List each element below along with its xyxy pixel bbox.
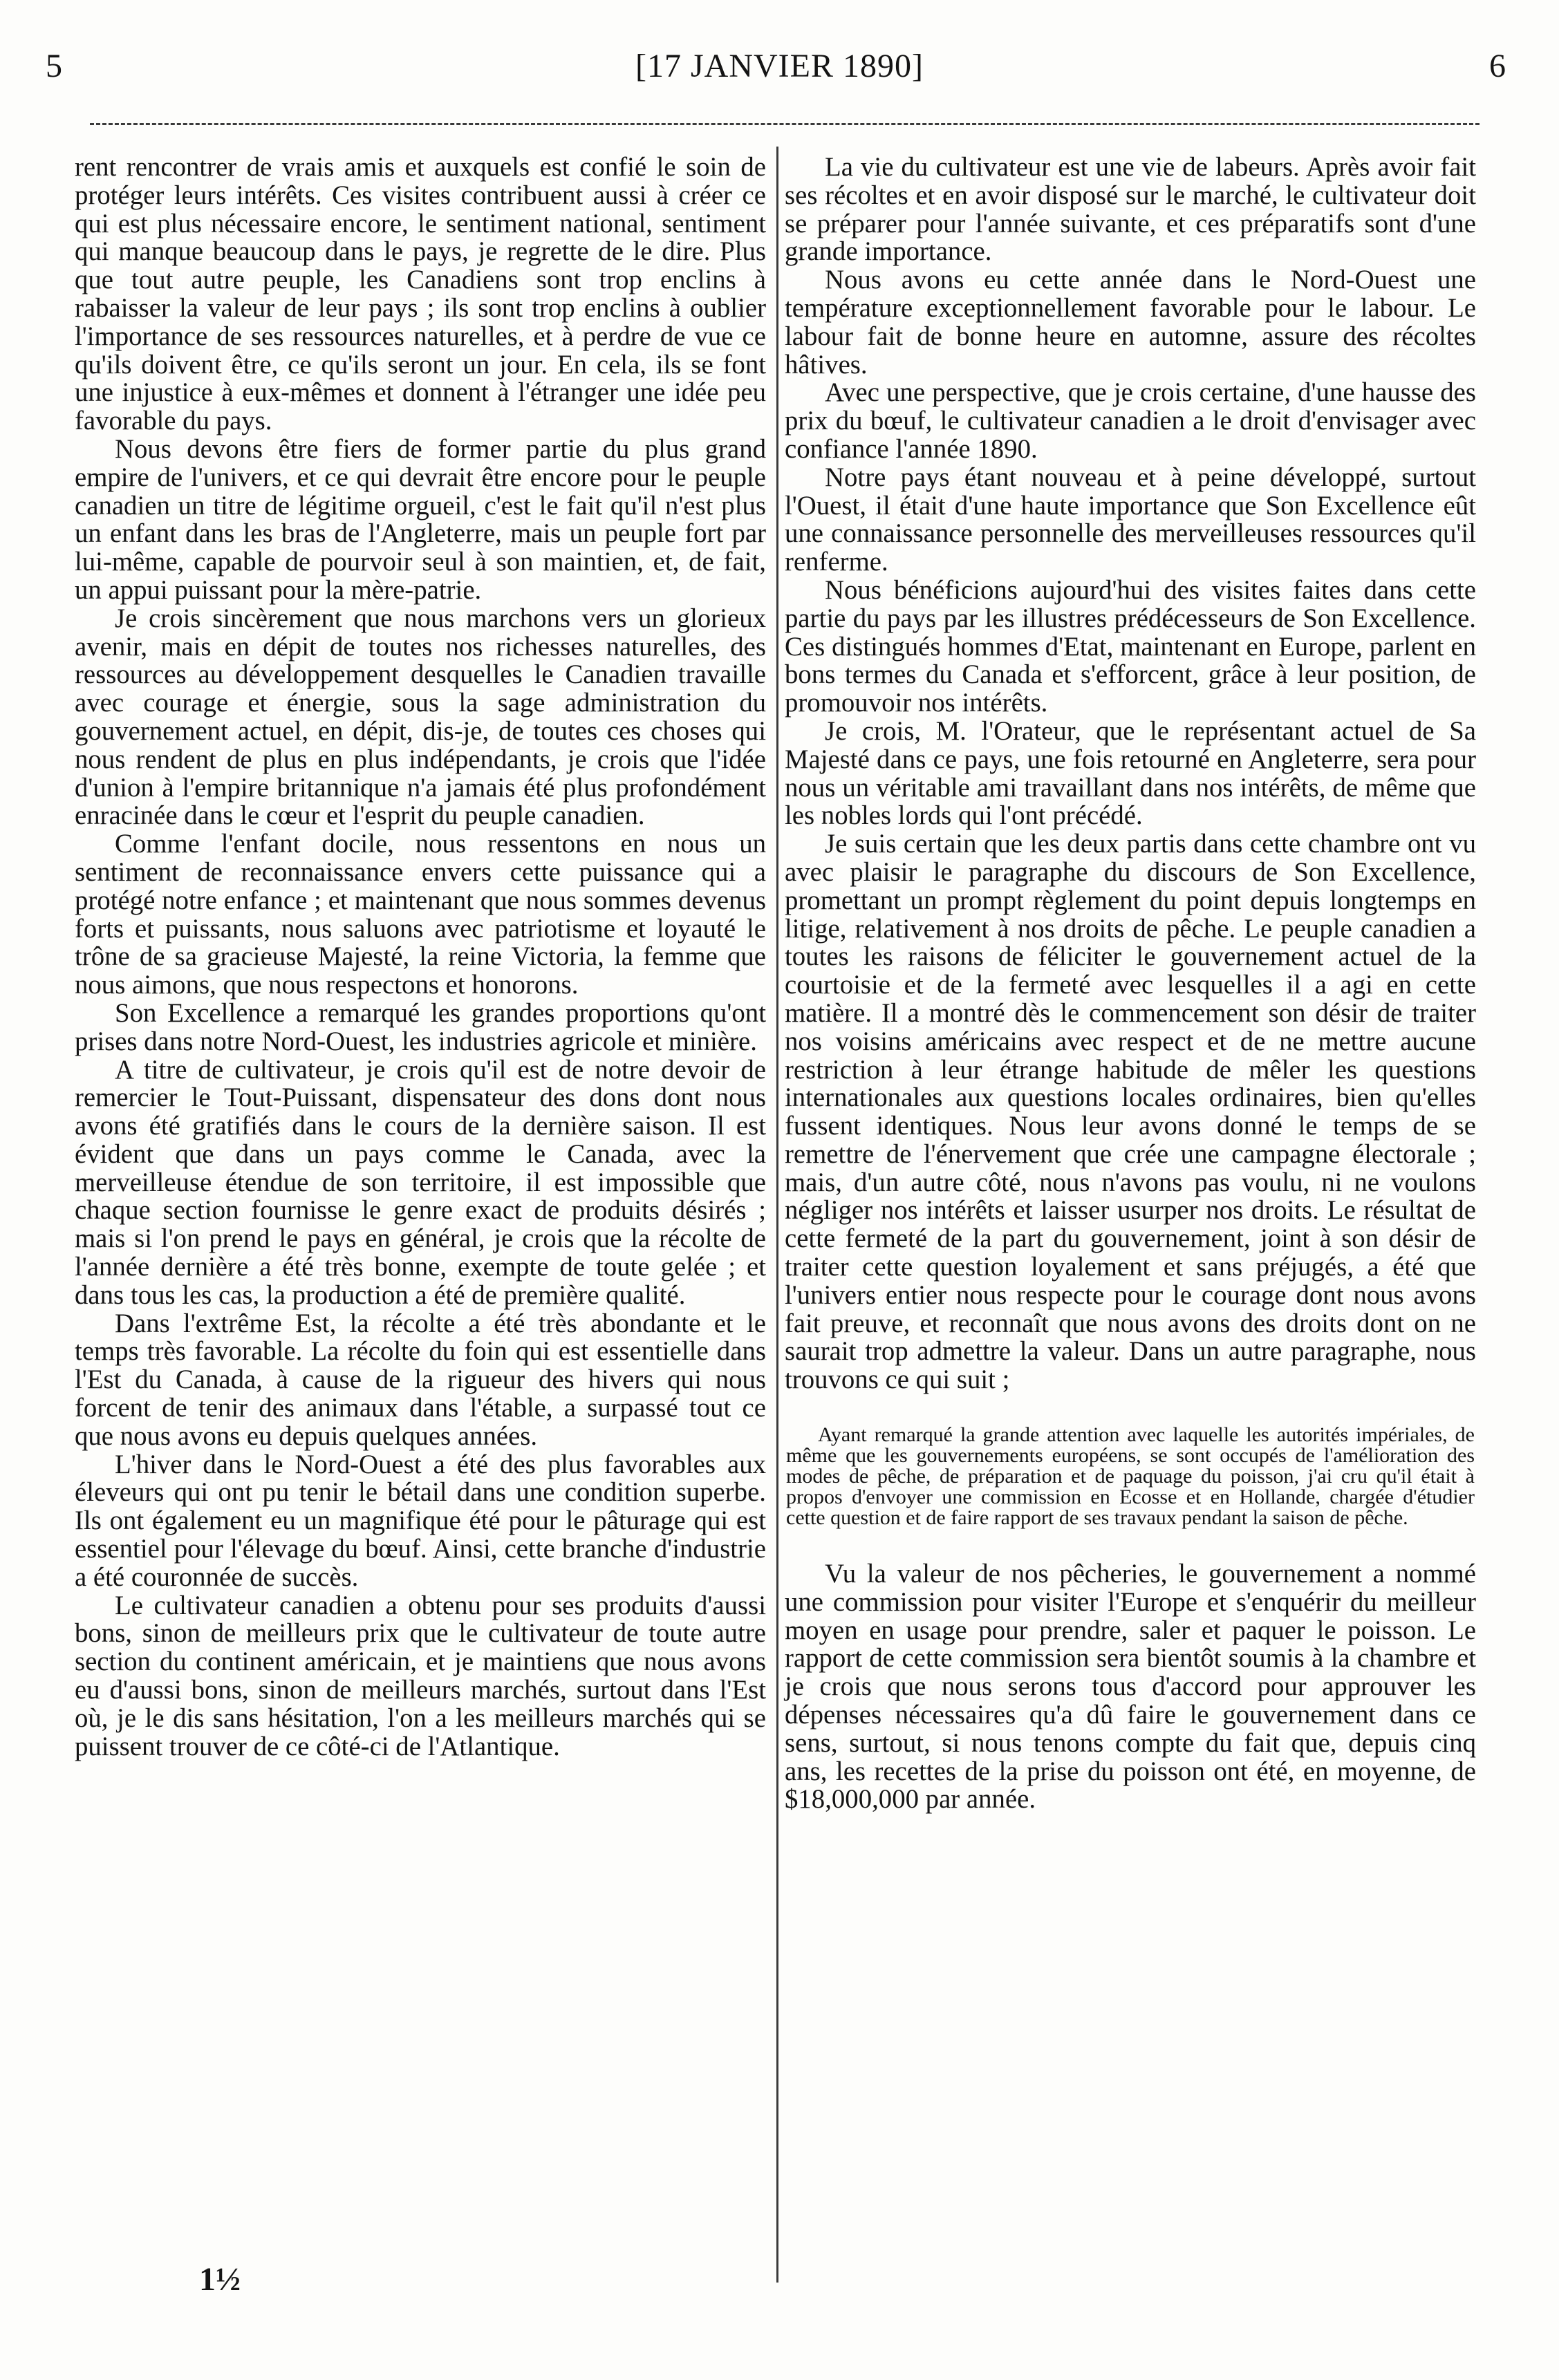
column-divider (776, 147, 778, 2283)
page-date-header: [17 JANVIER 1890] (635, 48, 924, 84)
paragraph: Vu la valeur de nos pêcheries, le gouvernement a nommé une commission pour visiter l'Europe et s'enquérir du meilleur moyen en usage pour prendre, saler et paquer le poisson. Le rapport de cette commission sera bientôt soumis à la chambre et je crois que nous serons tous d'accord pour approuver les dépenses nécessaires qu'a dû faire le gouvernement dans ce sens, surtout, si nous tenons compte du fait que, depuis cinq ans, les recettes de la prise du poisson ont été, en moyenne, de $18,000,000 par année. (785, 1559, 1476, 1815)
paragraph: Nous bénéficions aujourd'hui des visites faites dans cette partie du pays par les illustres prédécesseurs de Son Excellence. Ces distingués hommes d'Etat, maintenant en Europe, parlent en bons termes du Canada et s'efforcent, grâce à leur position, de promouvoir nos intérêts. (785, 574, 1476, 718)
paragraph: La vie du cultivateur est une vie de labeurs. Après avoir fait ses récoltes et en avoir disposé sur le marché, le cultivateur doit se préparer pour l'année suivante, et ces préparatifs sont d'une grande importance. (785, 152, 1476, 267)
quoted-excerpt (785, 1425, 1476, 1528)
paragraph: A titre de cultivateur, je crois qu'il est de notre devoir de remercier le Tout-Puissant, dispensateur des dons dont nous avons été gratifiés dans le cours de la dernière saison. Il est évident que dans un pays comme le Canada, avec la merveilleuse étendue de son territoire, il est impossible que chaque section fournisse le genre exact de produits désirés ; mais si l'on prend le pays en général, je crois que la récolte de l'année dernière a été très bonne, exempte de toute gelée ; et dans tous les cas, la production a été de première qualité. (75, 1054, 766, 1310)
paragraph: Je crois sincèrement que nous marchons vers un glorieux avenir, mais en dépit de toutes nos richesses naturelles, des ressources au développement desquelles le Canadien travaille avec courage et énergie, sous la sage administration du gouvernement actuel, en dépit, dis-je, de toutes ces choses qui nous rendent de plus en plus indépendants, je crois que l'idée d'union à l'empire britannique n'a jamais été plus profondément enracinée dans le cœur et l'esprit du peuple canadien. (75, 603, 766, 831)
paragraph: Nous avons eu cette année dans le Nord-Ouest une température exceptionnellement favorable pour le labour. Le labour fait de bonne heure en automne, assure des récoltes hâtives. (785, 265, 1476, 380)
paragraph: Je crois, M. l'Orateur, que le représentant actuel de Sa Majesté dans ce pays, une fois retourné en Angleterre, sera pour nous un véritable ami travaillant dans nos intérêts, de même que les nobles lords qui l'ont précédé. (785, 715, 1476, 831)
quote-text: Ayant remarqué la grande attention avec laquelle les autorités impériales, de même que les gouvernements européens, se sont occupés de l'amélioration des modes de pêche, de préparation et de paquage du poisson, j'ai cru qu'il était à propos d'envoyer une commission en Ecosse et en Hollande, chargée d'étudier cette question et de faire rapport de ses travaux pendant la saison de pêche. (786, 1423, 1475, 1530)
header-rule (90, 123, 1479, 125)
paragraph: Comme l'enfant docile, nous ressentons en nous un sentiment de reconnaissance envers cette puissance qui a protégé notre enfance ; et maintenant que nous sommes devenus forts et puissants, nous saluons avec patriotisme et loyauté le trône de sa gracieuse Majesté, la reine Victoria, la femme que nous aimons, que nous respectons et honorons. (75, 829, 766, 1000)
paragraph: Nous devons être fiers de former partie du plus grand empire de l'univers, et ce qui devrait être encore pour le peuple canadien un titre de légitime orgueil, c'est le fait qu'il n'est plus un enfant dans les bras de l'Angleterre, mais un peuple fort par lui-même, capable de pourvoir seul à son maintien, et, de fait, un appui puissant pour la mère-patrie. (75, 433, 766, 605)
paragraph: Dans l'extrême Est, la récolte a été très abondante et le temps très favorable. La récolte du foin qui est essentielle dans l'Est du Canada, à cause de la rigueur des hivers qui nous forcent de tenir des animaux dans l'étable, a surpassé tout ce que nous avons eu depuis quelques années. (75, 1308, 766, 1451)
right-column (785, 153, 1476, 1814)
paragraph: rent rencontrer de vrais amis et auxquels est confié le soin de protéger leurs intérêts. Ces visites contribuent aussi à créer ce qui est plus nécessaire encore, le sentiment national, sentiment qui manque beaucoup dans le pays, je regrette de le dire. Plus que tout autre peuple, les Canadiens sont trop enclins à rabaisser la valeur de leur pays ; ils sont trop enclins à oublier l'importance de ses ressources naturelles, et à perdre de vue ce qu'ils doivent être, ce qu'ils seront un jour. En cela, ils se font une injustice à eux-mêmes et donnent à l'étranger une idée peu favorable du pays. (75, 152, 766, 436)
page-signature-mark: 1½ (199, 2261, 241, 2298)
paragraph: Le cultivateur canadien a obtenu pour ses produits d'aussi bons, sinon de meilleurs prix que le cultivateur de toute autre section du continent américain, et je maintiens que nous avons eu d'aussi bons, sinon de meilleurs marchés, surtout dans l'Est où, je le dis sans hésitation, l'on a les meilleurs marchés qui se puissent trouver de ce côté-ci de l'Atlantique. (75, 1590, 766, 1761)
paragraph: Avec une perspective, que je crois certaine, d'une hausse des prix du bœuf, le cultivateur canadien a le droit d'envisager avec confiance l'année 1890. (785, 377, 1476, 464)
paragraph: Notre pays étant nouveau et à peine développé, surtout l'Ouest, il était d'une haute importance que Son Excellence eût une connaissance personnelle des merveilleuses ressources qu'il renferme. (785, 462, 1476, 577)
paragraph: L'hiver dans le Nord-Ouest a été des plus favorables aux éleveurs qui ont pu tenir le bétail dans une condition superbe. Ils ont également eu un magnifique été pour le pâturage qui est essentiel pour l'élevage du bœuf. Ainsi, cette branche d'industrie a été couronnée de succès. (75, 1449, 766, 1592)
left-page-number: 5 (46, 48, 63, 84)
left-column (75, 153, 766, 1761)
paragraph: Son Excellence a remarqué les grandes proportions qu'ont prises dans notre Nord-Ouest, les industries agricole et minière. (75, 997, 766, 1056)
paragraph: Je suis certain que les deux partis dans cette chambre ont vu avec plaisir le paragraphe du discours de Son Excellence, promettant un prompt règlement du point depuis longtemps en litige, relativement à nos droits de pêche. Le peuple canadien a toutes les raisons de féliciter le gouvernement actuel de la courtoisie et de la fermeté avec lesquelles il a agi en cette matière. Il a montré dès le commencement son désir de traiter nos voisins américains avec respect et de ne mettre aucune restriction à leur étrange habitude de mêler les questions internationales aux questions locales ordinaires, bien qu'elles fussent identiques. Nous leur avons donné le temps de se remettre de l'énervement que crée une campagne électorale ; mais, d'un autre côté, nous n'avons pas voulu, ni ne voulons négliger nos intérêts et laisser usurper nos droits. Le résultat de cette fermeté de la part du gouvernement, joint à son désir de traiter cette question loyalement et sans préjugés, a été que l'univers entier nous respecte pour le courage dont nous avons fait preuve, et reconnaît que nous avons des droits dont on ne saurait trop admettre la valeur. Dans un autre paragraphe, nous trouvons ce qui suit ; (785, 829, 1476, 1395)
right-page-number: 6 (1489, 48, 1506, 84)
